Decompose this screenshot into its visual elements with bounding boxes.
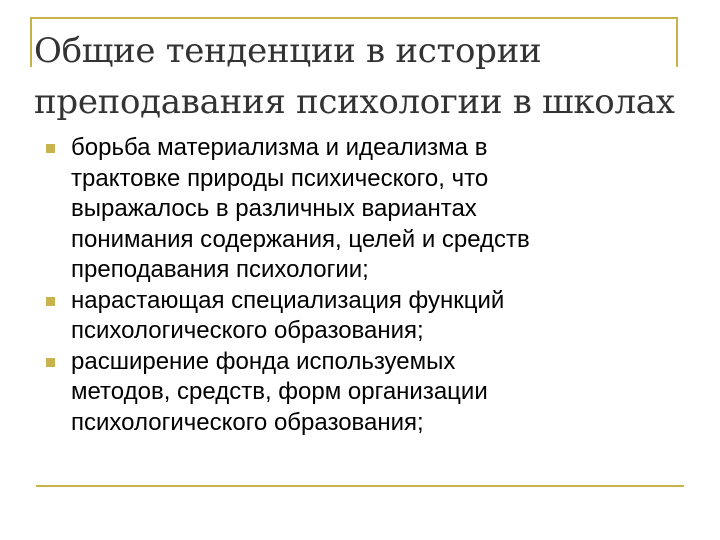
bullet-3-line-2: методов, средств, форм организации: [71, 378, 488, 405]
bullet-item-2: [40, 286, 680, 347]
slide-title-line-2: преподавания психологии в школах: [34, 82, 675, 122]
frame-right-line: [676, 17, 678, 67]
bullet-1-line-2: трактовке природы психического, что: [71, 164, 489, 192]
bullet-1-line-1: борьба материализма и идеализма в: [71, 134, 488, 161]
bullet-3-line-3: психологического образования;: [71, 408, 424, 436]
bullet-2-line-1: нарастающая специализация функций: [71, 286, 505, 314]
frame-bottom-line: [36, 485, 684, 487]
bullet-item-1: [40, 133, 680, 286]
frame-left-line: [30, 17, 32, 67]
square-bullet-icon: [46, 144, 55, 153]
square-bullet-icon: [46, 358, 55, 367]
slide-title-line-1: Общие тенденции в истории: [34, 31, 542, 71]
bullet-1-line-4: понимания содержания, целей и средств: [71, 225, 530, 253]
frame-top-line: [30, 17, 678, 19]
square-bullet-icon: [46, 297, 55, 306]
bullet-1-line-3: выражалось в различных вариантах: [71, 195, 477, 222]
bullet-item-3: [40, 347, 680, 439]
slide-title: [34, 26, 674, 128]
bullet-1-line-5: преподавания психологии;: [71, 256, 369, 283]
bullet-3-line-1: расширение фонда используемых: [71, 347, 456, 375]
bullet-list: [40, 133, 680, 438]
bullet-2-line-2: психологического образования;: [71, 317, 424, 344]
